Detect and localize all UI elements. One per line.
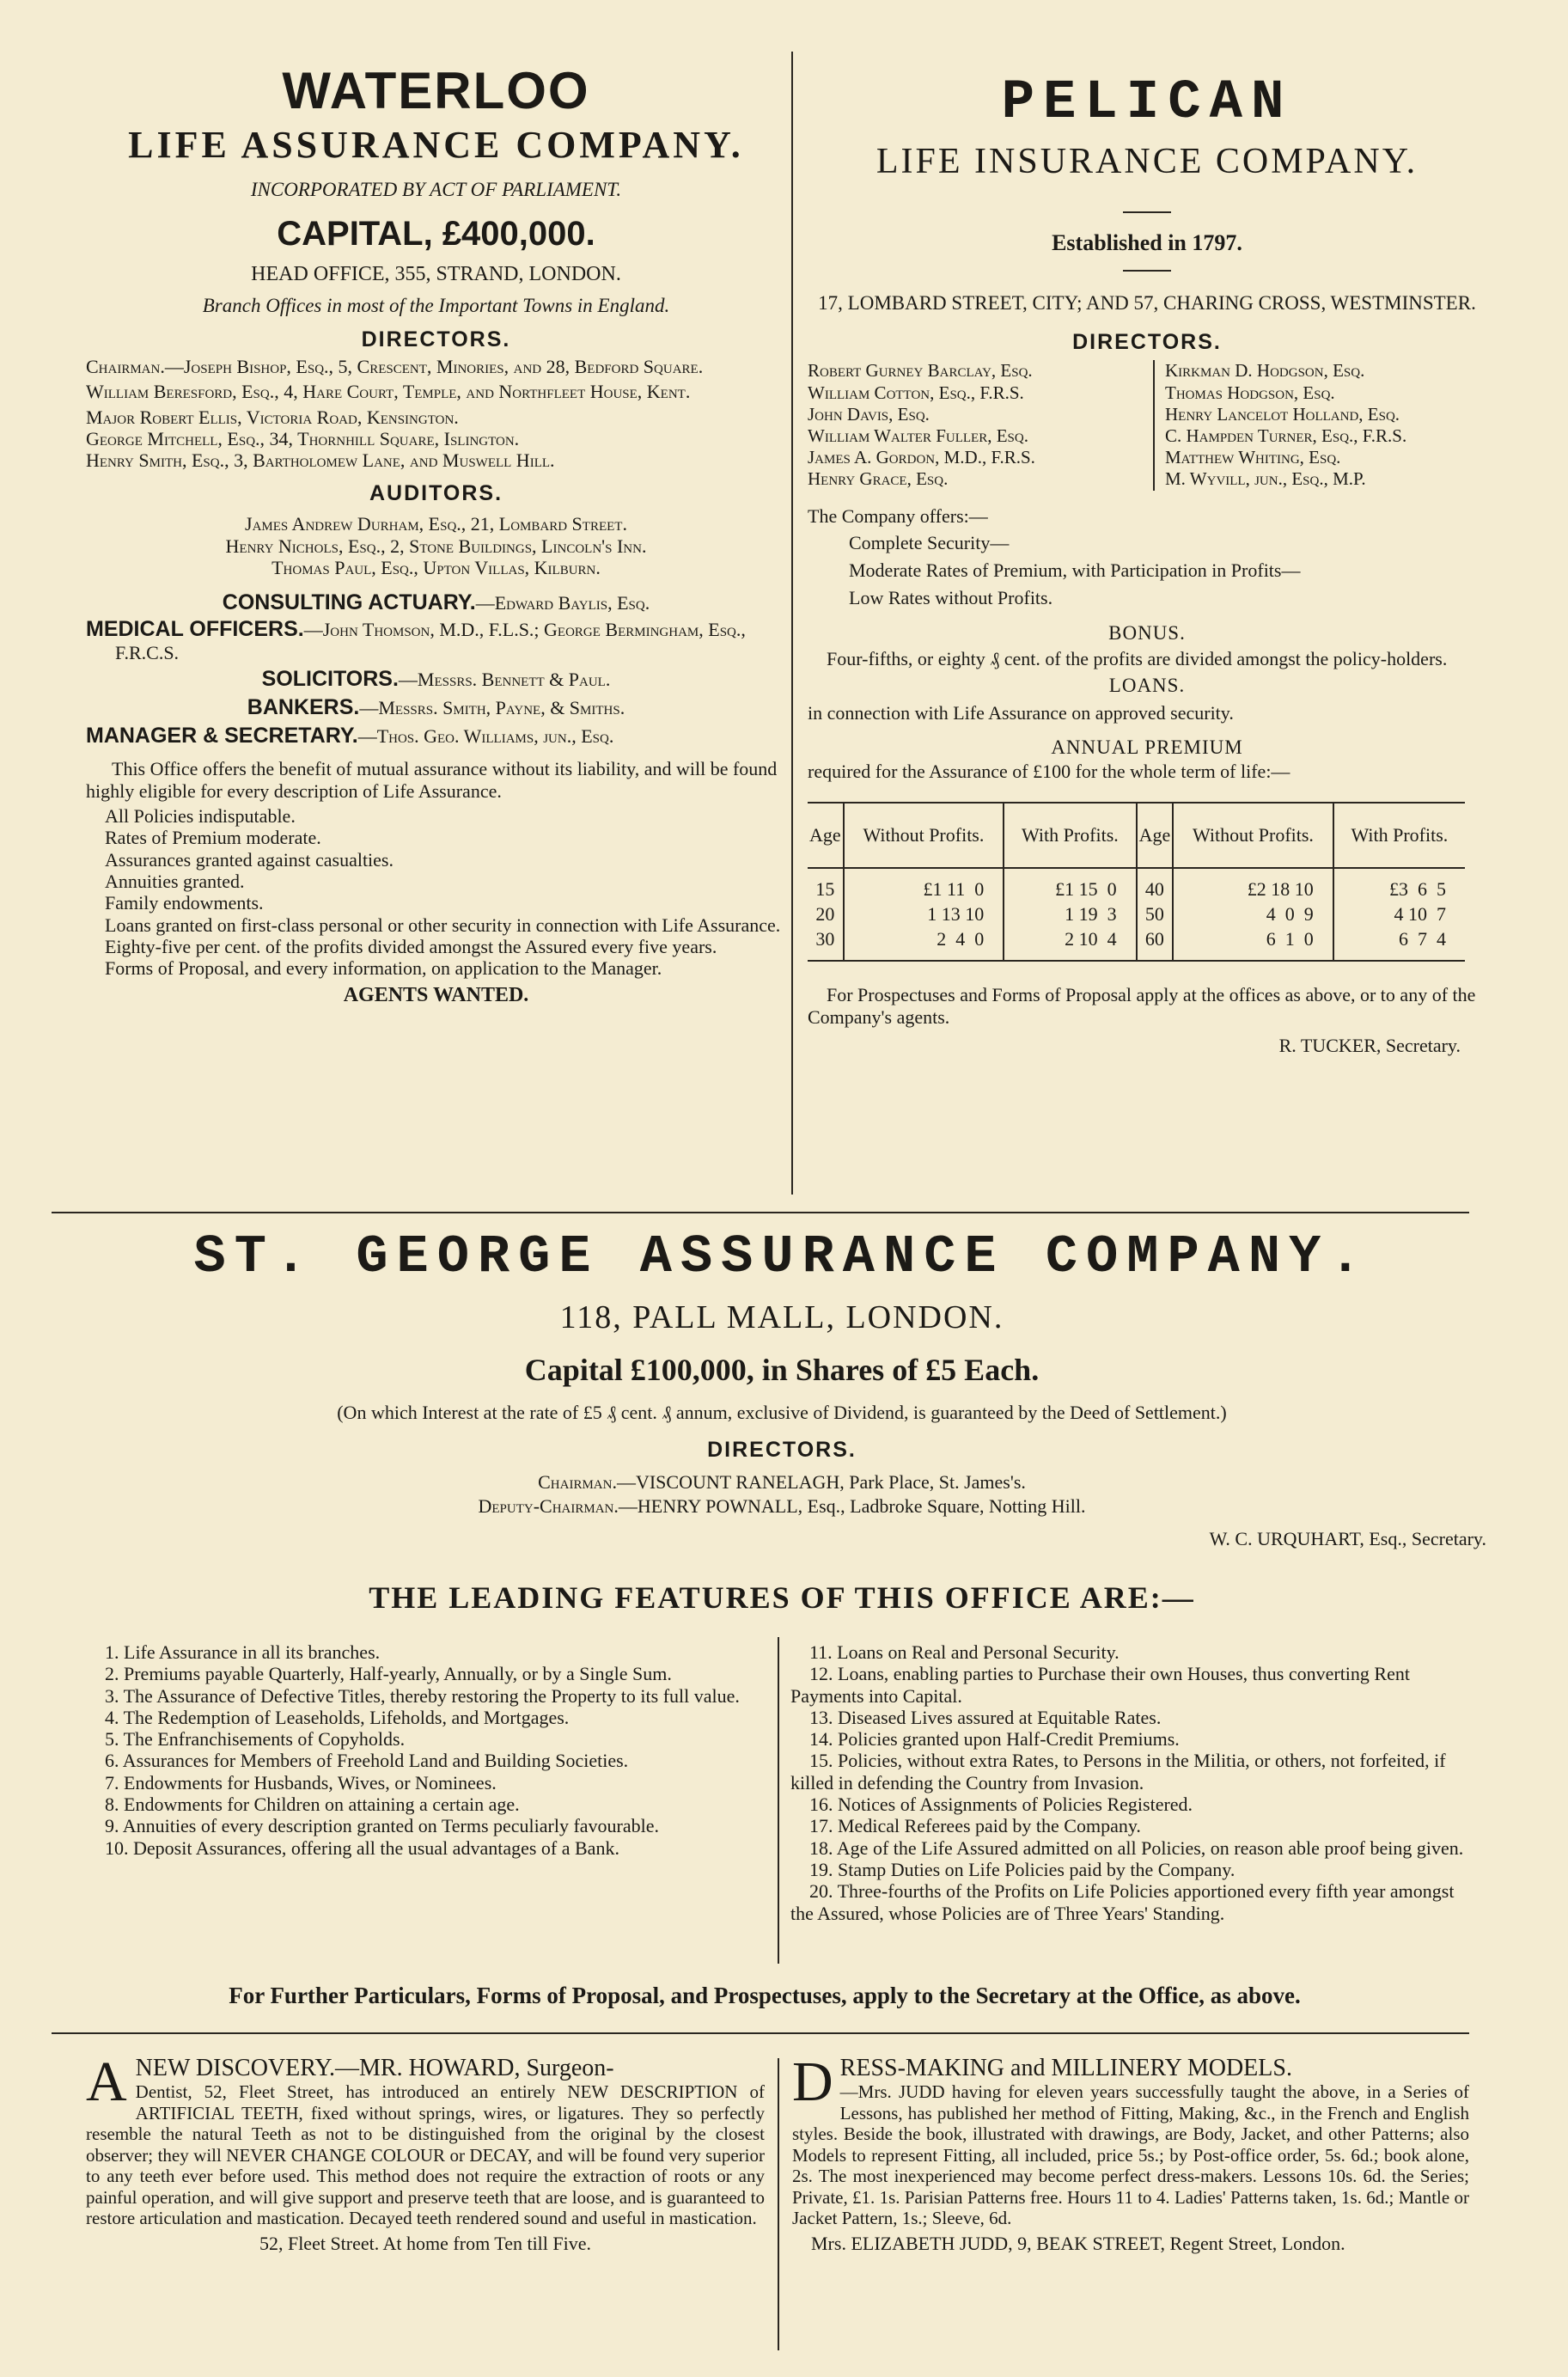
judd-advert [792, 2050, 1469, 2255]
stgeorge-deputy-label: Deputy-Chairman. [478, 1495, 619, 1517]
stgeorge-feature-1: 1. Life Assurance in all its branches. [105, 1641, 381, 1663]
stgeorge-chairman-label: Chairman. [538, 1471, 617, 1493]
stgeorge-feature-18: 18. Age of the Life Assured admitted on all Policies, on reason able proof being given. [809, 1836, 1464, 1859]
stgeorge-features-left [86, 1641, 769, 1859]
stgeorge-capital: Capital £100,000, in Shares of £5 Each. [524, 1353, 1040, 1387]
section-divider-stgeorge [52, 1212, 1469, 1213]
table-header-with-b: With Profits. [1333, 804, 1465, 868]
waterloo-manager-label: MANAGER & SECRETARY. [86, 723, 358, 748]
pelican-directors-heading: DIRECTORS. [1072, 330, 1222, 355]
pelican-advert [808, 70, 1486, 1057]
stgeorge-advert [69, 1225, 1495, 1616]
waterloo-feature-1: Rates of Premium moderate. [105, 827, 321, 849]
judd-address: Mrs. ELIZABETH JUDD, 9, BEAK STREET, Regent Street, London. [811, 2232, 1345, 2254]
pelican-offer-1: Moderate Rates of Premium, with Participation in Profits— [849, 559, 1301, 582]
judd-headline: RESS-MAKING and MILLINERY MODELS. [839, 2055, 1292, 2081]
pelican-secretary: R. TUCKER, Secretary. [1278, 1034, 1461, 1056]
waterloo-body [86, 758, 786, 979]
table-ages-b: 40 50 60 [1137, 868, 1174, 960]
pelican-established: Established in 1797. [1052, 230, 1242, 255]
waterloo-manager [86, 724, 786, 749]
stgeorge-feature-4: 4. The Redemption of Leaseholds, Lifeholds, and Mortgages. [105, 1706, 570, 1728]
table-header-without-b: Without Profits. [1173, 804, 1333, 868]
waterloo-director-4: Henry Smith, Esq., 3, Bartholomew Lane, and Muswell Hill. [86, 449, 555, 472]
stgeorge-title: ST. GEORGE ASSURANCE COMPANY. [193, 1226, 1370, 1287]
howard-headline: NEW DISCOVERY.—MR. HOWARD, Surgeon- [135, 2055, 614, 2081]
stgeorge-feature-11: 11. Loans on Real and Personal Security. [809, 1641, 1120, 1663]
pelican-offer-2: Low Rates without Profits. [849, 587, 1053, 609]
pelican-rule-1 [1123, 211, 1171, 213]
pelican-director-l0: Robert Gurney Barclay, Esq. [808, 360, 1033, 382]
stgeorge-feature-8: 8. Endowments for Children on attaining a certain age. [105, 1793, 520, 1816]
pelican-loans-heading: LOANS. [1108, 675, 1186, 697]
stgeorge-feature-6: 6. Assurances for Members of Freehold Land and Building Societies. [105, 1750, 629, 1772]
waterloo-director-3: George Mitchell, Esq., 34, Thornhill Square, Islington. [86, 427, 520, 449]
howard-dropcap: A [86, 2050, 127, 2113]
waterloo-features [86, 805, 786, 914]
table-with-a: £1 15 0 1 19 3 2 10 4 [1004, 868, 1136, 960]
pelican-director-r1: Thomas Hodgson, Esq. [1165, 382, 1335, 403]
stgeorge-features-heading: THE LEADING FEATURES OF THIS OFFICE ARE:— [369, 1580, 1195, 1615]
pelican-premium-table [808, 804, 1465, 960]
stgeorge-features-right [790, 1641, 1469, 1924]
pelican-director-l2: John Davis, Esq. [808, 403, 930, 425]
waterloo-intro: This Office offers the benefit of mutual assurance without its liability, and will be found highly eligible for every description of Life Assurance. [86, 758, 778, 802]
waterloo-head-office: HEAD OFFICE, 355, STRAND, LONDON. [251, 263, 621, 285]
stgeorge-feature-9: 9. Annuities of every description granted on Terms peculiarly favourable. [105, 1815, 660, 1837]
waterloo-feature-6: Eighty-five per cent. of the profits divided amongst the Assured every five years. [105, 935, 717, 957]
pelican-director-r2: Henry Lancelot Holland, Esq. [1165, 403, 1400, 425]
table-header-without-a: Without Profits. [844, 804, 1004, 868]
waterloo-actuary [86, 590, 786, 615]
waterloo-feature-3: Annuities granted. [105, 870, 245, 892]
table-header-age-a: Age [808, 804, 844, 868]
waterloo-feature-2: Assurances granted against casualties. [105, 848, 394, 871]
stgeorge-feature-15: 15. Policies, without extra Rates, to Persons in the Militia, or others, not forfeited, if killed in defending the Country from Invasion. [790, 1750, 1446, 1793]
pelican-directors-left [808, 360, 1155, 490]
waterloo-medical [86, 617, 786, 663]
stgeorge-feature-13: 13. Diseased Lives assured at Equitable Rates. [809, 1706, 1162, 1728]
table-header-age-b: Age [1137, 804, 1174, 868]
howard-advert [86, 2050, 765, 2255]
waterloo-manager-value: —Thos. Geo. Williams, jun., Esq. [357, 724, 614, 747]
waterloo-incorporated: INCORPORATED BY ACT OF PARLIAMENT. [250, 179, 622, 200]
waterloo-actuary-label: CONSULTING ACTUARY. [222, 590, 476, 615]
waterloo-advert [86, 60, 786, 1007]
waterloo-feature-7: Forms of Proposal, and every information, on application to the Manager. [105, 957, 662, 980]
stgeorge-chairman-line [69, 1471, 1495, 1494]
table-with-b: £3 6 5 4 10 7 6 7 4 [1389, 878, 1446, 950]
waterloo-feature-5: Loans granted on first-class personal or other security in connection with Life Assurance. [105, 914, 781, 936]
stgeorge-feature-20: 20. Three-fourths of the Profits on Life Policies apportioned every fifth year amongst the Assured, whose Policies are of Three Years' Standing. [790, 1880, 1455, 1924]
pelican-offer-0: Complete Security— [849, 532, 1010, 554]
stgeorge-feature-2: 2. Premiums payable Quarterly, Half-yearly, Annually, or by a Single Sum. [105, 1663, 672, 1685]
pelican-director-r5: M. Wyvill, jun., Esq., M.P. [1165, 468, 1366, 490]
waterloo-bankers-label: BANKERS. [247, 694, 360, 719]
waterloo-subtitle: LIFE ASSURANCE COMPANY. [128, 124, 744, 166]
stgeorge-secretary: W. C. URQUHART, Esq., Secretary. [1209, 1528, 1486, 1549]
howard-address: 52, Fleet Street. At home from Ten till Five. [259, 2232, 592, 2254]
waterloo-actuary-value: —Edward Baylis, Esq. [475, 592, 650, 614]
waterloo-auditors-heading: AUDITORS. [369, 481, 503, 506]
waterloo-solicitors-value: —Messrs. Bennett & Paul. [398, 669, 611, 691]
pelican-offers [808, 503, 1486, 613]
table-without-a: £1 11 0 1 13 10 2 4 0 [844, 868, 1004, 960]
table-without-b: £2 18 10 4 0 9 6 1 0 [1173, 868, 1333, 960]
pelican-table-header [808, 804, 1465, 868]
waterloo-feature-0: All Policies indisputable. [105, 805, 296, 828]
stgeorge-chairman: —VISCOUNT RANELAGH, Park Place, St. James's. [616, 1471, 1026, 1493]
waterloo-branch: Branch Offices in most of the Important Towns in England. [202, 295, 670, 316]
waterloo-directors-heading: DIRECTORS. [361, 327, 511, 351]
stgeorge-directors-heading: DIRECTORS. [707, 1438, 857, 1462]
pelican-table-body [808, 868, 1465, 960]
pelican-premium-heading: ANNUAL PREMIUM [1051, 736, 1243, 759]
judd-body: —Mrs. JUDD having for eleven years successfully taught the above, in a Series of Lessons, has published her method of Fitting, Making, &c., in the French and English styles. Beside the book, illustrated with drawings, are Body, Jacket, and other Patterns; also Models to represent Fitting, all included, price 5s.; by Post-office order, 5s. 6d.; book alone, 2s. The most inexperienced may become perfect dress-makers. Lessons 10s. 6d. the Series; Private, £1. 1s. Parisian Patterns free. Hours 11 to 4. Ladies' Patterns taken, 1s. 6d.; Mantle or Jacket Pattern, 1s.; Sleeve, 6d. [792, 2081, 1469, 2229]
pelican-director-r0: Kirkman D. Hodgson, Esq. [1165, 360, 1365, 382]
waterloo-director-0: Chairman.—Joseph Bishop, Esq., 5, Crescent, Minories, and 28, Bedford Square. [86, 356, 704, 377]
stgeorge-deputy-line [69, 1495, 1495, 1518]
stgeorge-feature-16: 16. Notices of Assignments of Policies Registered. [809, 1793, 1193, 1816]
waterloo-director-1: William Beresford, Esq., 4, Hare Court, Temple, and Northfleet House, Kent. [86, 381, 691, 403]
stgeorge-interest: (On which Interest at the rate of £5 ₰ cent. ₰ annum, exclusive of Dividend, is guaranteed by the Deed of Settlement.) [337, 1402, 1227, 1423]
waterloo-agents: AGENTS WANTED. [343, 984, 529, 1007]
pelican-directors-right [1155, 360, 1406, 490]
stgeorge-feature-10: 10. Deposit Assurances, offering all the usual advantages of a Bank. [105, 1836, 619, 1859]
waterloo-title: WATERLOO [282, 62, 590, 119]
column-divider-top [791, 52, 793, 1195]
pelican-title: PELICAN [1001, 72, 1293, 134]
waterloo-solicitors-label: SOLICITORS. [261, 667, 399, 692]
howard-body: Dentist, 52, Fleet Street, has introduced an entirely NEW DESCRIPTION of ARTIFICIAL TEETH, fixed without springs, wires, or ligatures. They so perfectly resemble the natural Teeth as not to be distinguished from the original by the closest observer; they will NEVER CHANGE COLOUR or DECAY, and will be found very superior to any teeth ever before used. This method does not require the extraction of roots or any painful operation, and will give support and preserve teeth that are loose, and is guaranteed to restore articulation and mastication. Decayed teeth rendered sound and useful in mastication. [86, 2081, 765, 2229]
pelican-director-r3: C. Hampden Turner, Esq., F.R.S. [1165, 425, 1407, 446]
column-divider-ads [778, 2058, 779, 2350]
pelican-directors [808, 360, 1486, 490]
pelican-offers-intro: The Company offers:— [808, 504, 988, 527]
stgeorge-feature-5: 5. The Enfranchisements of Copyholds. [105, 1728, 406, 1751]
pelican-director-l5: Henry Grace, Esq. [808, 468, 949, 490]
pelican-director-l3: William Walter Fuller, Esq. [808, 425, 1028, 446]
pelican-subtitle: LIFE INSURANCE COMPANY. [876, 142, 1419, 181]
table-ages-a: 15 20 30 [808, 868, 844, 960]
waterloo-auditor-0: James Andrew Durham, Esq., 21, Lombard Street. [245, 513, 627, 535]
column-divider-features [778, 1637, 779, 1964]
pelican-rule-2 [1123, 270, 1171, 272]
section-divider-ads [52, 2032, 1469, 2034]
waterloo-medical-value: —John Thomson, M.D., F.L.S.; George Bermingham, Esq., F.R.C.S. [115, 619, 746, 663]
waterloo-medical-label: MEDICAL OFFICERS. [86, 617, 304, 642]
waterloo-bankers [86, 695, 786, 720]
waterloo-officers [86, 590, 786, 748]
waterloo-bankers-value: —Messrs. Smith, Payne, & Smiths. [359, 696, 625, 718]
stgeorge-feature-3: 3. The Assurance of Defective Titles, thereby restoring the Property to its full value. [105, 1684, 740, 1707]
waterloo-auditors-list [86, 513, 786, 578]
pelican-bonus-heading: BONUS. [1108, 622, 1186, 645]
stgeorge-feature-14: 14. Policies granted upon Half-Credit Premiums. [809, 1728, 1180, 1751]
pelican-director-l4: James A. Gordon, M.D., F.R.S. [808, 447, 1035, 468]
stgeorge-deputy: —HENRY POWNALL, Esq., Ladbroke Square, Notting Hill. [618, 1495, 1086, 1517]
pelican-prospectus: For Prospectuses and Forms of Proposal apply at the offices as above, or to any of the Company's agents. [808, 984, 1476, 1028]
waterloo-solicitors [86, 667, 786, 692]
pelican-address: 17, LOMBARD STREET, CITY; AND 57, CHARING CROSS, WESTMINSTER. [818, 292, 1476, 314]
waterloo-director-2: Major Robert Ellis, Victoria Road, Kensington. [86, 406, 459, 428]
stgeorge-feature-17: 17. Medical Referees paid by the Company. [809, 1815, 1141, 1837]
stgeorge-address: 118, PALL MALL, LONDON. [559, 1299, 1004, 1335]
pelican-premium-sub: required for the Assurance of £100 for the whole term of life:— [808, 761, 1290, 783]
waterloo-feature-4: Family endowments. [105, 892, 264, 914]
pelican-premium-table-wrap [808, 802, 1465, 962]
pelican-director-l1: William Cotton, Esq., F.R.S. [808, 382, 1024, 403]
waterloo-capital: CAPITAL, £400,000. [277, 215, 595, 253]
pelican-director-r4: Matthew Whiting, Esq. [1165, 447, 1341, 468]
stgeorge-footer: For Further Particulars, Forms of Proposal, and Prospectuses, apply to the Secretary at the Office, as above. [229, 1983, 1301, 2008]
stgeorge-feature-12: 12. Loans, enabling parties to Purchase their own Houses, thus converting Rent Payments into Capital. [790, 1663, 1410, 1707]
pelican-loans-text: in connection with Life Assurance on approved security. [808, 702, 1234, 724]
table-header-with-a: With Profits. [1004, 804, 1136, 868]
judd-dropcap: D [792, 2050, 833, 2113]
waterloo-auditor-1: Henry Nichols, Esq., 2, Stone Buildings, Lincoln's Inn. [225, 535, 647, 557]
pelican-bonus-text: Four-fifths, or eighty ₰ cent. of the profits are divided amongst the policy-holders. [827, 648, 1448, 670]
waterloo-auditor-2: Thomas Paul, Esq., Upton Villas, Kilburn. [272, 557, 601, 579]
waterloo-directors-list [86, 356, 786, 471]
stgeorge-feature-19: 19. Stamp Duties on Life Policies paid by the Company. [809, 1858, 1235, 1880]
stgeorge-feature-7: 7. Endowments for Husbands, Wives, or Nominees. [105, 1771, 497, 1793]
